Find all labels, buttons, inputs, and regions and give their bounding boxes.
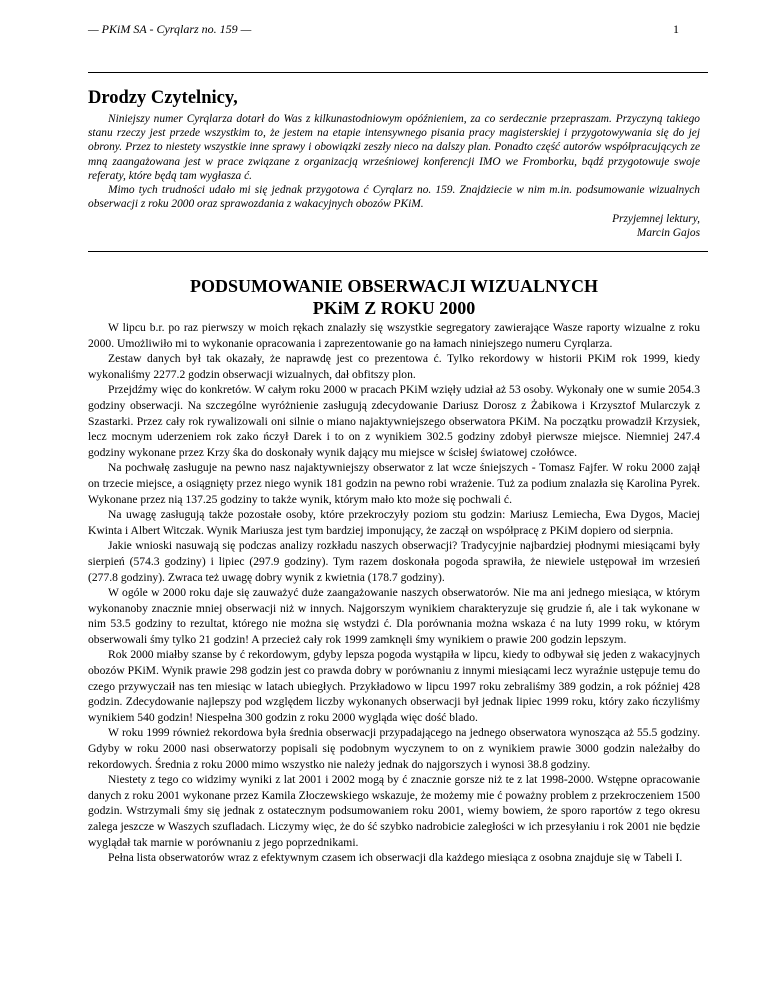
article-paragraph: W ogóle w 2000 roku daje się zauważyć duże zaangażowanie naszych obserwatorów. Nie ma ani jednego miesiąca, w którym wykonanoby znacznie mniej obserwacji niż w innych. Najgorszym wynikiem charakteryzuje się grudzie ń, ale i tak wykonane w nim 53.5 godziny to rezultat, którego nie można się wstydzi ć. Dla porównania można wskaza ć na luty 1999 roku, w którym obserwowali śmy tylko 21 godzin! A przecież cały rok 1999 zamknęli śmy wynikiem o prawie 200 godzin lepszym. <box>88 586 700 646</box>
article-paragraph: Na uwagę zasługują także pozostałe osoby, które przekroczyły poziom stu godzin: Mariusz Lemiecha, Ewa Dygos, Maciej Kwinta i Albert Witczak. Wynik Mariusza jest tym bardziej imponujący, że zaczął on współpracę z PKiM dopiero od sierpnia. <box>88 508 700 537</box>
editorial-paragraph: Niniejszy numer Cyrqlarza dotarł do Was z kilkunastodniowym opóźnieniem, za co serdecznie przepraszam. Przyczyną takiego stanu rzeczy jest przede wszystkim to, że jestem na etapie intensywnego pisania pracy magisterskiej i przygotowywania się do jej obrony. Przez to niestety wszystkie inne sprawy i obowiązki zeszły nieco na dalszy plan. Ponadto część autorów współpracujących ze mną zaangażowana jest w prace związane z organizacją wrześniowej konferencji IMO we Fromborku, bądź przygotowuje swoje referaty, które będą tam wygłasza ć. <box>88 113 700 182</box>
article-paragraph: Przejdźmy więc do konkretów. W całym roku 2000 w pracach PKiM wzięły udział aż 53 osoby. Wykonały one w sumie 2054.3 godziny obserwacji. Na szczególne wyróżnienie zasługują zdecydowanie Dariusz Dorosz z Żabikowa i Krzysztof Mularczyk z Szastarki. Przez cały rok rywalizowali oni silnie o miano najaktywniejszego obserwatora PKiM. Na początku prowadził Krzysiek, lecz mocnym uderzeniem rok zako ńczył Darek i to on z wynikiem 302.5 godziny zdobył pierwsze miejsce. Niemniej 247.4 godziny wykonane przez Krzy śka do doskonały wynik dający mu miejsce w ścisłej światowej czołówce. <box>88 383 700 459</box>
article-paragraph: Niestety z tego co widzimy wyniki z lat 2001 i 2002 mogą by ć znacznie gorsze niż te z lat 1998-2000. Wstępne opracowanie danych z roku 2001 wykonane przez Kamila Złoczewskiego wskazuje, że możemy mie ć poważny problem z przekroczeniem 1500 godzin. Wstrzymali śmy się jednak z ostatecznym podsumowaniem roku 2001, wiemy bowiem, że sporo raportów z tego okresu zalega jeszcze w Waszych szufladach. Liczymy więc, że do ść szybko nadrobicie zaległości w ich przesyłaniu i rok 2001 nie będzie wyglądał tak marnie w porównaniu z jego poprzednikami. <box>88 773 700 849</box>
article-paragraph: W lipcu b.r. po raz pierwszy w moich rękach znalazły się wszystkie segregatory zawierające Wasze raporty wizualne z roku 2000. Umożliwiło mi to wykonanie opracowania i zaprezentowanie go na łamach niniejszego numeru Cyrqlarza. <box>88 321 700 350</box>
article-title <box>88 275 700 319</box>
article-paragraph: W roku 1999 również rekordowa była średnia obserwacji przypadającego na jednego obserwatora wynosząca aż 55.5 godziny. Gdyby w roku 2000 nasi obserwatorzy popisali się podobnym wyczynem to on z wynikiem prawie 3000 godzin należałby do rekordowych. Średnia z roku 2000 mimo wszystko nie należy jednak do najgorszych i wynosi 38.8 godziny. <box>88 726 700 771</box>
editorial-paragraph: Mimo tych trudności udało mi się jednak przygotowa ć Cyrqlarz no. 159. Znajdziecie w nim m.in. podsumowanie wizualnych obserwacji z roku 2000 oraz sprawozdania z wakacyjnych obozów PKiM. <box>88 184 700 211</box>
editorial-closing: Przyjemnej lektury, <box>612 213 700 225</box>
running-header <box>88 22 679 38</box>
running-header-title: — PKiM SA - Cyrqlarz no. 159 — <box>88 22 252 36</box>
article-paragraph: Pełna lista obserwatorów wraz z efektywnym czasem ich obserwacji dla każdego miesiąca z osobna znajduje się w Tabeli I. <box>108 851 683 865</box>
section-divider <box>88 251 708 252</box>
editorial-greeting: Drodzy Czytelnicy, <box>88 88 238 108</box>
editorial-text <box>88 112 700 211</box>
article-paragraph: Zestaw danych był tak okazały, że naprawdę jest co prezentowa ć. Tylko rekordowy w historii PKiM rok 1999, kiedy wykonaliśmy 2277.2 godzin obserwacji wizualnych, dał obfitszy plon. <box>88 352 700 381</box>
page-number: 1 <box>673 22 679 36</box>
editorial-signature: Marcin Gajos <box>636 227 700 240</box>
article-paragraph: Rok 2000 miałby szanse by ć rekordowym, gdyby lepsza pogoda wystąpiła w lipcu, kiedy to odbywał się jeden z wakacyjnych obozów PKiM. Wynik prawie 298 godzin jest co prawda dobry w porównaniu z innymi miesiącami lecz wyraźnie ustępuje temu do czego przywyczaił nas ten miesiąc w latach ubiegłych. Przykładowo w lipcu 1997 roku zebraliśmy 389 godzin, a rok później 428 godzin. Zdecydowanie najlepszy pod względem liczby wykonanych obserwacji był jednak lipiec 1999 roku, który zako ńczyliśmy wynikiem 540 godzin! Niespełna 300 godzin z roku 2000 wygląda więc dość blado. <box>88 648 700 724</box>
article-paragraph: Na pochwałę zasługuje na pewno nasz najaktywniejszy obserwator z lat wcze śniejszych - Tomasz Fajfer. W roku 2000 zajął on trzecie miejsce, a osiągnięty przez niego wynik 181 godzin na pewno robi wrażenie. Tuż za podium znalazła się Karolina Pyrek. Wykonane przez nią 137.25 godziny to także wynik, którym mało kto może się pochwali ć. <box>88 461 700 506</box>
article-title-line-2: PKiM Z ROKU 2000 <box>312 298 476 318</box>
editorial-signature-block <box>612 212 700 240</box>
article-body <box>88 320 700 866</box>
top-divider <box>88 72 708 73</box>
article-paragraph: Jakie wnioski nasuwają się podczas analizy rozkładu naszych obserwacji? Tradycyjnie najbardziej płodnymi miesiącami były sierpień (574.3 godziny) i lipiec (297.9 godziny). Tym razem doskonała pogoda sprawiła, że niewiele ustępował im wrzesień (277.8 godziny). Zwraca też uwagę dobry wynik z kwietnia (178.7 godziny). <box>88 539 700 584</box>
article-title-line-1: PODSUMOWANIE OBSERWACJI WIZUALNYCH <box>189 276 599 296</box>
